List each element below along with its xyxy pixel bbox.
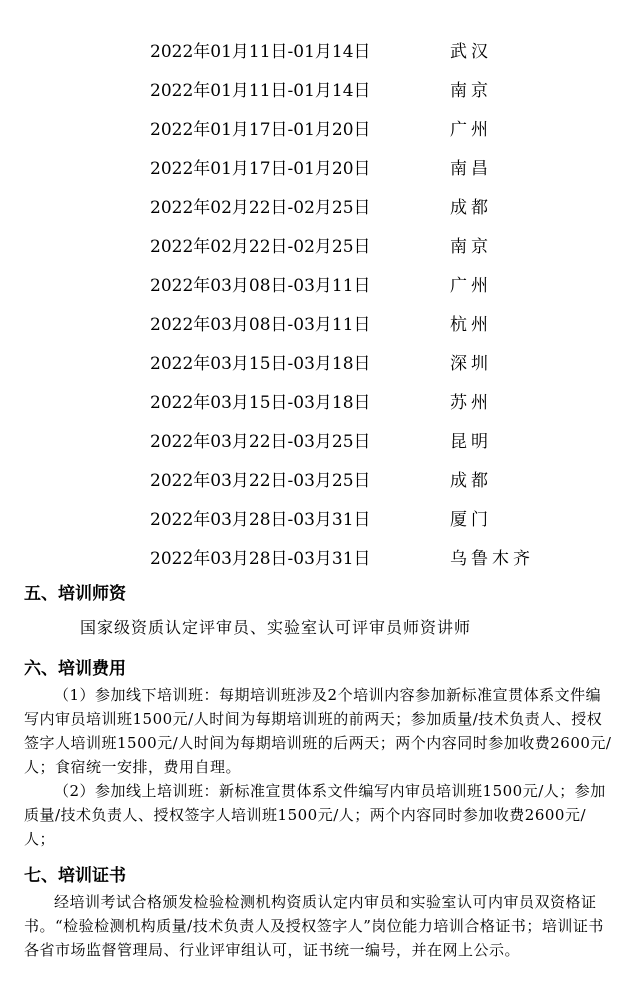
schedule-row <box>150 30 550 69</box>
section-title-fees: 六、培训费用 <box>24 659 126 679</box>
fees-paragraph-offline: （1）参加线下培训班：每期培训班涉及2个培训内容参加新标准宣贯体系文件编写内审员培训班1500元/人时间为每期培训班的前两天；参加质量/技术负责人、授权签字人培训班1500元/人时间为每期培训班的后两天；两个内容同时参加收费2600元/人；食宿统一安排，费用自理。 <box>24 686 612 776</box>
training-schedule-list <box>150 30 550 576</box>
schedule-date: 2022年03月08日-03月11日 <box>150 276 371 296</box>
section-fees <box>24 655 616 851</box>
schedule-date: 2022年03月22日-03月25日 <box>150 471 371 491</box>
schedule-city: 苏州 <box>450 393 492 413</box>
section-title-certificate: 七、培训证书 <box>24 866 126 886</box>
schedule-city: 武汉 <box>450 42 492 62</box>
schedule-date: 2022年03月22日-03月25日 <box>150 432 371 452</box>
schedule-row <box>150 420 550 459</box>
schedule-city: 深圳 <box>450 354 492 374</box>
schedule-row <box>150 147 550 186</box>
schedule-city: 乌鲁木齐 <box>450 549 534 569</box>
schedule-date: 2022年01月11日-01月14日 <box>150 81 371 101</box>
schedule-row <box>150 69 550 108</box>
schedule-date: 2022年03月28日-03月31日 <box>150 549 371 569</box>
schedule-row <box>150 342 550 381</box>
schedule-city: 厦门 <box>450 510 492 530</box>
fees-paragraph-online: （2）参加线上培训班：新标准宣贯体系文件编写内审员培训班1500元/人；参加质量/技术负责人、授权签字人培训班1500元/人；两个内容同时参加收费2600元/人； <box>24 782 606 848</box>
schedule-city: 南京 <box>450 81 492 101</box>
schedule-row <box>150 225 550 264</box>
schedule-row <box>150 498 550 537</box>
schedule-row <box>150 381 550 420</box>
schedule-row <box>150 108 550 147</box>
schedule-row <box>150 264 550 303</box>
schedule-date: 2022年02月22日-02月25日 <box>150 198 371 218</box>
section-teachers <box>24 580 616 648</box>
schedule-date: 2022年03月15日-03月18日 <box>150 354 371 374</box>
schedule-date: 2022年03月28日-03月31日 <box>150 510 371 530</box>
schedule-date: 2022年01月17日-01月20日 <box>150 159 371 179</box>
schedule-city: 广州 <box>450 276 492 296</box>
schedule-date: 2022年03月08日-03月11日 <box>150 315 371 335</box>
schedule-city: 南京 <box>450 237 492 257</box>
schedule-date: 2022年02月22日-02月25日 <box>150 237 371 257</box>
schedule-city: 昆明 <box>450 432 492 452</box>
schedule-row <box>150 459 550 498</box>
schedule-row <box>150 186 550 225</box>
schedule-city: 成都 <box>450 198 492 218</box>
schedule-date: 2022年03月15日-03月18日 <box>150 393 371 413</box>
schedule-city: 成都 <box>450 471 492 491</box>
teachers-text: 国家级资质认定评审员、实验室认可评审员师资讲师 <box>80 618 472 637</box>
schedule-row <box>150 303 550 342</box>
section-certificate <box>24 862 616 962</box>
schedule-row <box>150 537 550 576</box>
schedule-city: 广州 <box>450 120 492 140</box>
schedule-city: 南昌 <box>450 159 492 179</box>
certificate-paragraph: 经培训考试合格颁发检验检测机构资质认定内审员和实验室认可内审员双资格证书。“检验检测机构质量/技术负责人及授权签字人”岗位能力培训合格证书；培训证书各省市场监督管理局、行业评审组认可，证书统一编号，并在网上公示。 <box>24 893 604 959</box>
schedule-date: 2022年01月11日-01月14日 <box>150 42 371 62</box>
schedule-city: 杭州 <box>450 315 492 335</box>
section-title-teachers: 五、培训师资 <box>24 584 126 604</box>
schedule-date: 2022年01月17日-01月20日 <box>150 120 371 140</box>
